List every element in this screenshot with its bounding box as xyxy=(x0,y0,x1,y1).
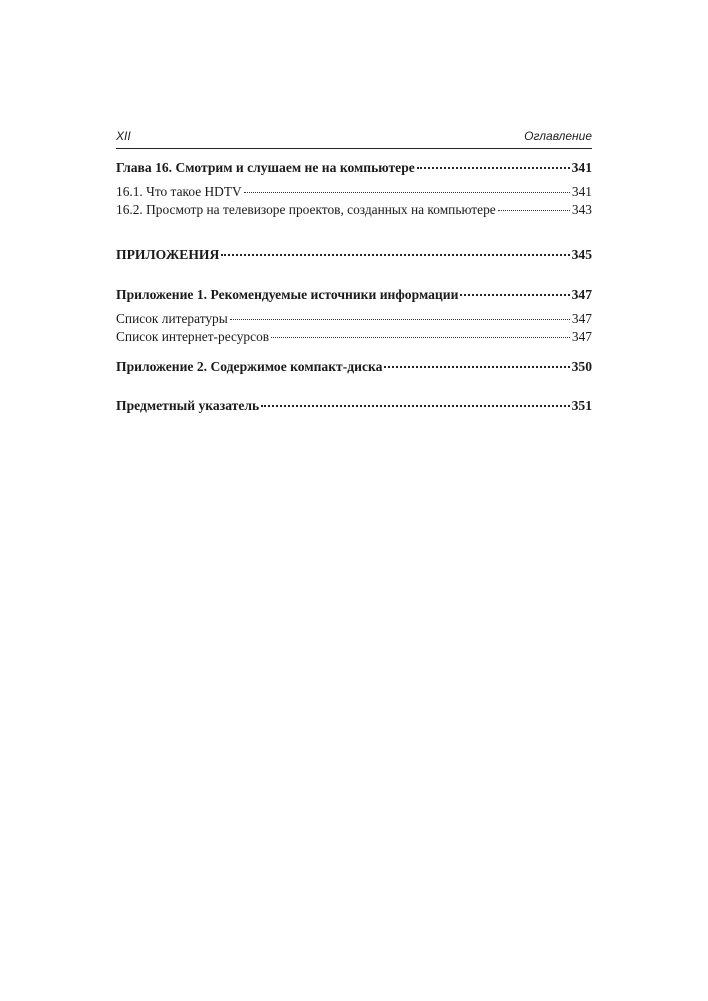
dot-leader xyxy=(221,254,569,256)
toc-entry-page: 343 xyxy=(571,202,592,217)
table-of-contents xyxy=(116,0,592,1001)
header-section-title: Оглавление xyxy=(524,129,592,143)
dot-leader xyxy=(384,366,569,368)
toc-entry-page: 351 xyxy=(571,398,592,413)
toc-entry-page: 341 xyxy=(571,184,592,199)
toc-entry-label: ПРИЛОЖЕНИЯ xyxy=(116,247,220,262)
dot-leader xyxy=(460,294,569,296)
dot-leader xyxy=(417,167,570,169)
toc-entry-chapter-16[interactable] xyxy=(116,160,592,176)
toc-entry-label: Глава 16. Смотрим и слушаем не на компьютере xyxy=(116,160,415,175)
dot-leader xyxy=(271,337,570,338)
toc-entry-section-16-2[interactable] xyxy=(116,202,592,218)
toc-entry-index[interactable] xyxy=(116,398,592,414)
header-page-number: XII xyxy=(116,129,131,143)
toc-entry-appendices[interactable] xyxy=(116,247,592,263)
toc-entry-page: 350 xyxy=(571,359,592,374)
toc-entry-label: Список литературы xyxy=(116,311,228,326)
toc-entry-section-16-1[interactable] xyxy=(116,184,592,200)
toc-entry-label: Приложение 2. Содержимое компакт-диска xyxy=(116,359,383,374)
toc-entry-label: 16.2. Просмотр на телевизоре проектов, созданных на компьютере xyxy=(116,202,496,217)
toc-entry-page: 345 xyxy=(571,247,592,262)
dot-leader xyxy=(230,319,570,320)
toc-entry-page: 347 xyxy=(571,311,592,326)
toc-entry-appendix-1[interactable] xyxy=(116,287,592,303)
toc-entry-label: Список интернет-ресурсов xyxy=(116,329,270,344)
toc-entry-appendix-2[interactable] xyxy=(116,359,592,375)
toc-entry-literature[interactable] xyxy=(116,311,592,327)
toc-entry-label: Предметный указатель xyxy=(116,398,260,413)
dot-leader xyxy=(498,210,570,211)
dot-leader xyxy=(244,192,570,193)
toc-entry-label: Приложение 1. Рекомендуемые источники информации xyxy=(116,287,459,302)
toc-entry-page: 347 xyxy=(571,287,592,302)
dot-leader xyxy=(261,405,569,407)
toc-entry-page: 341 xyxy=(571,160,592,175)
toc-entry-internet-resources[interactable] xyxy=(116,329,592,345)
toc-entry-label: 16.1. Что такое HDTV xyxy=(116,184,242,199)
toc-entry-page: 347 xyxy=(571,329,592,344)
